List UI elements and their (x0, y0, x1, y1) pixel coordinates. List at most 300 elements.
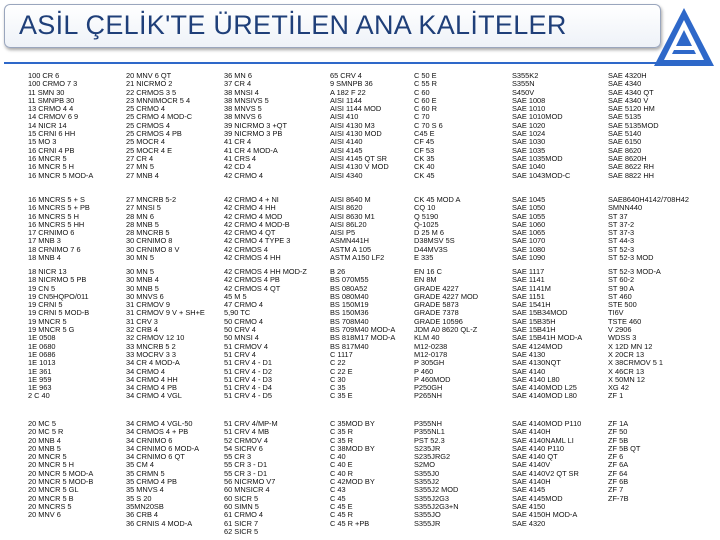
quality-code: 54 SICRV 6 (224, 443, 263, 453)
quality-code: C 45 E (330, 501, 353, 511)
quality-code: 34 CRMOS 4 + PB (126, 427, 189, 437)
quality-code: 19 CRNI 5 (28, 300, 63, 310)
quality-code: 15 CRNI 6 HH (28, 129, 76, 139)
quality-code: SAE 4150H MOD-A (512, 510, 578, 520)
quality-code: 42 CRMOS 4 HH MOD-Z (224, 267, 307, 276)
quality-code: 20 MNCR 5 B (28, 493, 74, 503)
quality-code: 16 MNCR 5 (28, 153, 67, 163)
quality-code: 27 MNB 4 (126, 170, 159, 180)
quality-code: D38MSV 5S (414, 236, 455, 246)
quality-code: SAE 4124MOD (512, 341, 563, 351)
quality-code: 42 CRMO 4 HH (224, 203, 276, 213)
quality-code: 20 MNCR 5 MOD-B (28, 477, 94, 487)
quality-code: CK 40 (414, 162, 435, 172)
quality-code: SAE 1060 (512, 219, 546, 229)
header-rule (4, 62, 656, 64)
quality-code: 20 MNCR 5 MOD-A (28, 468, 94, 478)
quality-code: AISI 4130 V MOD (330, 162, 389, 172)
quality-code: C 35 E (330, 391, 353, 401)
quality-code: C 40 R (330, 468, 354, 478)
quality-code: SAE 4140NAML LI (512, 435, 574, 445)
quality-code: 16 MNCRS 5 + PB (28, 203, 90, 213)
quality-code: 100 CR 6 (28, 71, 60, 80)
quality-code: 39 NICRMO 3 PB (224, 129, 283, 139)
quality-code: S235JR (414, 443, 441, 453)
quality-code: WDSS 3 (608, 333, 637, 343)
quality-code: 25 MOCR 4 E (126, 145, 173, 155)
quality-code: 18 CRNIMO 7 6 (28, 244, 81, 254)
quality-code: SAE 1151 (512, 291, 545, 301)
quality-code: 25 CRMOS 4 PB (126, 129, 182, 139)
quality-code: ZF 5B (608, 435, 629, 445)
quality-column (608, 72, 659, 180)
quality-code: 38 MNVS 6 (224, 112, 262, 122)
quality-code: AISI 4340 (330, 170, 363, 180)
quality-code: 60 SIMN 5 (224, 501, 259, 511)
quality-code: C 1117 (330, 349, 353, 359)
quality-code: 15 MO 3 (28, 137, 57, 147)
quality-code: 55 CR 3 - D1 (224, 468, 268, 478)
quality-code: 32 CRB 4 (126, 325, 159, 335)
quality-code: SAE 1035MOD (512, 153, 563, 163)
quality-code: 16 MNCR 5 H (28, 162, 74, 172)
quality-code: 31 CRMOV 9 V + SH+E (126, 308, 205, 318)
quality-code: SAE 4145MOD (512, 493, 563, 503)
quality-code: 16 MNCRS 5 + S (28, 195, 85, 204)
quality-code: SAE 4340 (608, 79, 642, 89)
quality-code: SAE 1043MOD-C (512, 170, 571, 180)
quality-code: ZF-7B (608, 493, 629, 503)
quality-code: E 335 (414, 253, 434, 263)
quality-code: ZF 6A (608, 460, 629, 470)
quality-code: SAE 15B41H MOD-A (512, 333, 583, 343)
quality-code: SAE 4140MOD L25 (512, 383, 577, 393)
quality-code: SAE 4150 (512, 501, 546, 511)
quality-code: SAE 1008 (512, 95, 546, 105)
quality-code: 50 CRMO 4 (224, 316, 264, 326)
quality-column (224, 72, 287, 180)
quality-code: SAE 4130 (512, 349, 546, 359)
quality-column (414, 420, 459, 528)
quality-code: C 35 R (330, 435, 354, 445)
quality-code: ZF 5B QT (608, 443, 641, 453)
quality-code: 34 CRNIMO 6 MOD-A (126, 443, 200, 453)
quality-code: ZF 50 (608, 427, 628, 437)
quality-column (512, 420, 581, 528)
quality-code: C 60 R (414, 104, 438, 114)
quality-code: 35 CRMN 5 (126, 468, 165, 478)
quality-code: 51 CRV 4 - D5 (224, 391, 272, 401)
quality-code: 32 CRMOV 12 10 (126, 333, 185, 343)
quality-code: 34 CRNIMO 6 (126, 435, 173, 445)
quality-code: 51 CRV 4 - D1 (224, 358, 272, 368)
quality-code: SAE 1065 (512, 228, 546, 238)
quality-code: 55 CR 3 - D1 (224, 460, 268, 470)
quality-code: 16 MNCRS 5 HH (28, 219, 85, 229)
quality-column (608, 196, 689, 262)
quality-code: 38 MNVS 5 (224, 104, 262, 114)
quality-code: SAE 4140 (512, 366, 546, 376)
quality-code: 38 MNSI 4 (224, 87, 259, 97)
quality-code: X 50MN 12 (608, 374, 645, 384)
quality-code: S355K2 (512, 71, 539, 80)
quality-code: 27 MN 5 (126, 162, 154, 172)
quality-code: 25 CRMO 4 (126, 104, 166, 114)
quality-code: BS 818M17 MOD-A (330, 333, 396, 343)
title-box (4, 4, 661, 48)
quality-code: ST 44-3 (608, 236, 635, 246)
quality-code: AISI 1144 (330, 95, 362, 105)
quality-code: 62 SICR 5 (224, 526, 259, 536)
quality-code: C 70 (414, 112, 430, 122)
quality-code: 22 CRMOS 3 5 (126, 87, 177, 97)
quality-code: SAE 15B41H (512, 325, 556, 335)
quality-code: 20 MNV 6 (28, 510, 61, 520)
quality-code: M12-0238 (414, 341, 448, 351)
quality-code: ZF 1A (608, 419, 629, 428)
quality-code: ST 52-3 MOD (608, 253, 654, 263)
quality-code: 19 MNCR 5 (28, 316, 67, 326)
quality-code: SMNN440 (608, 203, 643, 213)
quality-code: D 25 M 6 (414, 228, 444, 238)
quality-column (330, 420, 375, 528)
quality-code: CF 53 (414, 145, 435, 155)
quality-code: AISI 8620 (330, 203, 365, 213)
quality-code: X 12D MN 12 (608, 341, 653, 351)
quality-code: S355JO (414, 510, 441, 520)
quality-code: Q-1025 (414, 219, 439, 229)
quality-code: ST 37 (608, 211, 628, 221)
quality-code: SAE 1024 (512, 129, 546, 139)
quality-code: A 182 F 22 (330, 87, 366, 97)
qualities-table (28, 72, 718, 536)
quality-code: GRADE 5873 (414, 300, 459, 310)
quality-code: GRADE 7378 (414, 308, 459, 318)
quality-code: 19 CN5HQPO/011 (28, 291, 89, 301)
quality-code: SAE 15B35H (512, 316, 556, 326)
quality-code: AISI P5 (330, 228, 356, 238)
quality-code: C 70 S 6 (414, 120, 443, 130)
quality-code: 100 CRMO 7 3 (28, 79, 78, 89)
quality-code: SAE 4140H (512, 477, 551, 487)
quality-code: 51 CRV 4 - D4 (224, 383, 272, 393)
quality-code: 51 CRV 4 (224, 349, 256, 359)
quality-code: AISI 1144 MOD (330, 104, 382, 114)
quality-code: C 40 E (330, 460, 353, 470)
quality-code: CK 35 (414, 153, 435, 163)
quality-code: AISI 4145 QT SR (330, 153, 387, 163)
quality-code: 42 CRMOS 4 PB (224, 275, 280, 285)
quality-code: 33 MOCRV 3 3 (126, 349, 176, 359)
quality-code: P355NL1 (414, 427, 445, 437)
quality-code: GRADE 10596 (414, 316, 463, 326)
quality-code: C 43 (330, 485, 346, 495)
quality-code: C45 E (414, 129, 435, 139)
quality-code: 39 NICRMO 3 +QT (224, 120, 288, 130)
quality-code: 16 MNCRS 5 H (28, 211, 79, 221)
quality-code: S355J2G3 (414, 493, 449, 503)
quality-code: S355J2 MOD (414, 485, 459, 495)
quality-code: ZF 1 (608, 391, 624, 401)
quality-code: P 460MOD (414, 374, 451, 384)
quality-code: SAE 1050 (512, 203, 546, 213)
quality-column (224, 268, 307, 401)
quality-code: SAE 8620 (608, 145, 642, 155)
quality-code: P 305GH (414, 358, 445, 368)
quality-code: SAE 4140 QT (512, 452, 558, 462)
quality-column (28, 420, 93, 520)
quality-code: 19 CN 5 (28, 283, 56, 293)
quality-code: JDM A0 8620 QL-Z (414, 325, 478, 335)
quality-code: 61 SICR 7 (224, 518, 259, 528)
quality-code: 34 CR 4 MOD-A (126, 358, 180, 368)
quality-code: 50 CRV 4 (224, 325, 256, 335)
quality-code: ZF 7 (608, 485, 624, 495)
quality-code: 30 MNB 5 (126, 283, 159, 293)
quality-code: 60 MNSICR 4 (224, 485, 270, 495)
quality-code: SAE 15B34MOD (512, 308, 568, 318)
quality-code: SAE 4140V2 QT SR (512, 468, 579, 478)
quality-column (126, 72, 192, 180)
quality-code: 45 M 5 (224, 291, 247, 301)
quality-code: 41 CRS 4 (224, 153, 257, 163)
quality-code: 41 CR 4 MOD-A (224, 145, 278, 155)
quality-code: 17 MNB 3 (28, 236, 61, 246)
quality-code: 38 MNSIVS 5 (224, 95, 269, 105)
quality-code: TI6V (608, 308, 624, 318)
quality-code: 42 CRMO 4 TYPE 3 (224, 236, 291, 246)
quality-code: SAE 4140MOD P110 (512, 419, 582, 428)
quality-code: SAE 4130NQT (512, 358, 561, 368)
quality-code: 1E 0508 (28, 333, 56, 343)
quality-code: ASTM A150 LF2 (330, 253, 385, 263)
quality-code: SAE 6150 (608, 137, 642, 147)
quality-code: ST 52-3 MOD-A (608, 267, 661, 276)
quality-code: SAE 1141M (512, 283, 551, 293)
quality-code: M12-0178 (414, 349, 448, 359)
quality-code: 18 NICRMO 5 PB (28, 275, 87, 285)
quality-code: S355J0 (414, 468, 440, 478)
quality-code: BS 708M40 (330, 316, 369, 326)
quality-code: SAE 1541H (512, 300, 551, 310)
quality-code: 30 CRNIMO 8 V (126, 244, 180, 254)
quality-code: AISI 410 (330, 112, 359, 122)
quality-code: ST 37-2 (608, 219, 635, 229)
quality-code: C 42MOD BY (330, 477, 375, 487)
quality-code: 20 MNCR 5 H (28, 460, 74, 470)
quality-code: 30 MNVS 6 (126, 291, 164, 301)
quality-code: BS 070M55 (330, 275, 369, 285)
quality-code: 1E 0680 (28, 341, 56, 351)
quality-code: SAE 5135 (608, 112, 642, 122)
quality-code: 36 MN 6 (224, 71, 252, 80)
quality-code: SAE 5135MOD (608, 120, 659, 130)
quality-code: AISI 86L20 (330, 219, 367, 229)
quality-code: S450V (512, 87, 535, 97)
quality-code: 25 CRMO 4 MOD-C (126, 112, 193, 122)
quality-code: BS 150M19 (330, 300, 369, 310)
quality-code: AISI 8640 M (330, 195, 371, 204)
quality-code: SAE 1035 (512, 145, 546, 155)
quality-code: P250GH (414, 383, 443, 393)
quality-code: 27 MNSI 5 (126, 203, 161, 213)
quality-code: 28 MNCRB 5 (126, 228, 170, 238)
quality-code: C 55 R (414, 79, 438, 89)
quality-code: STE 500 (608, 300, 637, 310)
quality-code: ZF 6B (608, 477, 629, 487)
quality-code: ZF 6 (608, 452, 624, 462)
quality-column (512, 268, 582, 401)
quality-code: SAE 1040 (512, 162, 546, 172)
quality-code: AISI 4130 MOD (330, 129, 382, 139)
quality-code: 34 CRNIMO 6 QT (126, 452, 185, 462)
quality-code: 33 MNCRB 5 2 (126, 341, 176, 351)
page-title: ASİL ÇELİK'TE ÜRETİLEN ANA KALİTELER (19, 10, 567, 40)
quality-code: 2 C 40 (28, 391, 50, 401)
quality-code: 28 MNB 5 (126, 219, 159, 229)
quality-code: SAE 4140 P110 (512, 443, 565, 453)
quality-code: 35 S 20 (126, 493, 152, 503)
quality-code: SAE 4340 V (608, 95, 649, 105)
quality-code: 20 MC 5 (28, 419, 56, 428)
quality-code: C 60 (414, 87, 430, 97)
quality-code: SAE 4320H (608, 71, 647, 80)
quality-code: V 2906 (608, 325, 632, 335)
quality-code: 9 SMNPB 36 (330, 79, 373, 89)
quality-code: S355JR (414, 518, 441, 528)
quality-code: 11 SMNPB 30 (28, 95, 75, 105)
quality-code: 37 CR 4 (224, 79, 252, 89)
quality-code: C 50 E (414, 71, 437, 80)
quality-code: SAE 8620H (608, 153, 647, 163)
quality-code: C 35MOD BY (330, 419, 375, 428)
quality-code: 27 CR 4 (126, 153, 154, 163)
quality-column (414, 196, 460, 262)
quality-code: AISI 4140 (330, 137, 363, 147)
quality-code: X 20CR 13 (608, 349, 645, 359)
quality-code: SAE 4140MOD L80 (512, 391, 577, 401)
quality-code: 27 MNCRB 5-2 (126, 195, 177, 204)
quality-code: 34 CRMO 4 VGL (126, 391, 182, 401)
quality-column (126, 420, 199, 528)
quality-code: 61 CRMO 4 (224, 510, 264, 520)
quality-code: B 26 (330, 267, 346, 276)
quality-code: 21 NICRMO 2 (126, 79, 173, 89)
quality-code: 51 CRV 4 MB (224, 427, 270, 437)
quality-code: 19 CRNI 5 MOD-B (28, 308, 90, 318)
quality-code: 55 CR 3 (224, 452, 252, 462)
quality-code: 35MN20SB (126, 501, 164, 511)
quality-code: 42 CRMOS 4 (224, 244, 268, 254)
quality-code: 42 CRMO 4 (224, 170, 264, 180)
quality-code: S355J2G3+N (414, 501, 459, 511)
quality-code: BS 817M40 (330, 341, 369, 351)
quality-code: 20 MNCRS 5 (28, 501, 72, 511)
quality-code: 65 CRV 4 (330, 71, 362, 80)
quality-code: SAE 4140V (512, 460, 551, 470)
quality-code: 31 CRV 3 (126, 316, 158, 326)
quality-code: CF 45 (414, 137, 435, 147)
quality-code: X 38CRMOV 5 1 (608, 358, 664, 368)
quality-code: 16 CRNI 4 PB (28, 145, 75, 155)
quality-column (330, 72, 389, 180)
quality-code: 20 MNV 6 QT (126, 71, 172, 80)
quality-code: 31 CRMOV 9 (126, 300, 170, 310)
quality-column (126, 268, 205, 401)
quality-code: AISI 8630 M1 (330, 211, 375, 221)
quality-code: 14 CRMOV 6 9 (28, 112, 79, 122)
quality-code: 34 CRMO 4 (126, 366, 166, 376)
quality-code: CQ 10 (414, 203, 436, 213)
quality-code: SAE 1080 (512, 244, 546, 254)
quality-code: 42 CD 4 (224, 162, 252, 172)
quality-code: AISI 4145 (330, 145, 363, 155)
quality-code: 11 SMN 30 (28, 87, 65, 97)
quality-code: 34 CRMO 4 VGL-50 (126, 419, 193, 428)
quality-code: 1E 361 (28, 366, 52, 376)
quality-column (28, 196, 90, 262)
quality-code: 35 CRMO 4 PB (126, 477, 177, 487)
quality-code: ST 60-2 (608, 275, 635, 285)
quality-code: P 460 (414, 366, 434, 376)
quality-code: 14 NICR 14 (28, 120, 67, 130)
quality-code: 5,90 TC (224, 308, 251, 318)
quality-code: S355N (512, 79, 535, 89)
quality-code: 41 CR 4 (224, 137, 252, 147)
quality-code: C 22 (330, 358, 346, 368)
quality-code: C 35 (330, 383, 346, 393)
quality-code: 19 MNCR 5 G (28, 325, 75, 335)
quality-code: 36 CRB 4 (126, 510, 159, 520)
quality-code: C 45 R +PB (330, 518, 370, 528)
quality-code: C 22 E (330, 366, 353, 376)
quality-code: 25 MOCR 4 (126, 137, 166, 147)
quality-code: 36 CRNIS 4 MOD-A (126, 518, 193, 528)
quality-code: 35 MNVS 4 (126, 485, 164, 495)
quality-code: P265NH (414, 391, 442, 401)
quality-code: SAE 1010MOD (512, 112, 563, 122)
quality-column (126, 196, 179, 262)
quality-code: EN 16 C (414, 267, 442, 276)
quality-column (608, 420, 640, 503)
header (0, 0, 720, 70)
quality-code: GRADE 4227 (414, 283, 459, 293)
quality-code: 18 NICR 13 (28, 267, 67, 276)
quality-code: C 60 E (414, 95, 437, 105)
quality-code: 34 CRMO 4 HH (126, 374, 178, 384)
quality-code: 13 CRMO 4 4 (28, 104, 74, 114)
quality-code: 47 CRMO 4 (224, 300, 264, 310)
quality-code: SAE 1141 (512, 275, 545, 285)
quality-code: 60 SICR 5 (224, 493, 259, 503)
quality-code: C 38MOD BY (330, 443, 375, 453)
quality-code: 51 CRV 4/MP-M (224, 419, 278, 428)
quality-code: 50 MNSI 4 (224, 333, 259, 343)
quality-code: ASTM A 105 (330, 244, 372, 254)
quality-code: SAE 1030 (512, 137, 546, 147)
quality-code: PST 52.3 (414, 435, 445, 445)
quality-code: S235JRG2 (414, 452, 451, 462)
quality-code: P355NH (414, 419, 442, 428)
quality-code: 56 NICRMO V7 (224, 477, 276, 487)
quality-code: SAE8640H4142/708H42 (608, 195, 689, 204)
quality-code: SAE 4145 (512, 485, 546, 495)
quality-code: AISI 4130 M3 (330, 120, 375, 130)
quality-code: XG 42 (608, 383, 629, 393)
quality-code: CK 45 MOD A (414, 195, 461, 204)
quality-code: SAE 4320 (512, 518, 546, 528)
quality-code: 1E 0686 (28, 349, 56, 359)
